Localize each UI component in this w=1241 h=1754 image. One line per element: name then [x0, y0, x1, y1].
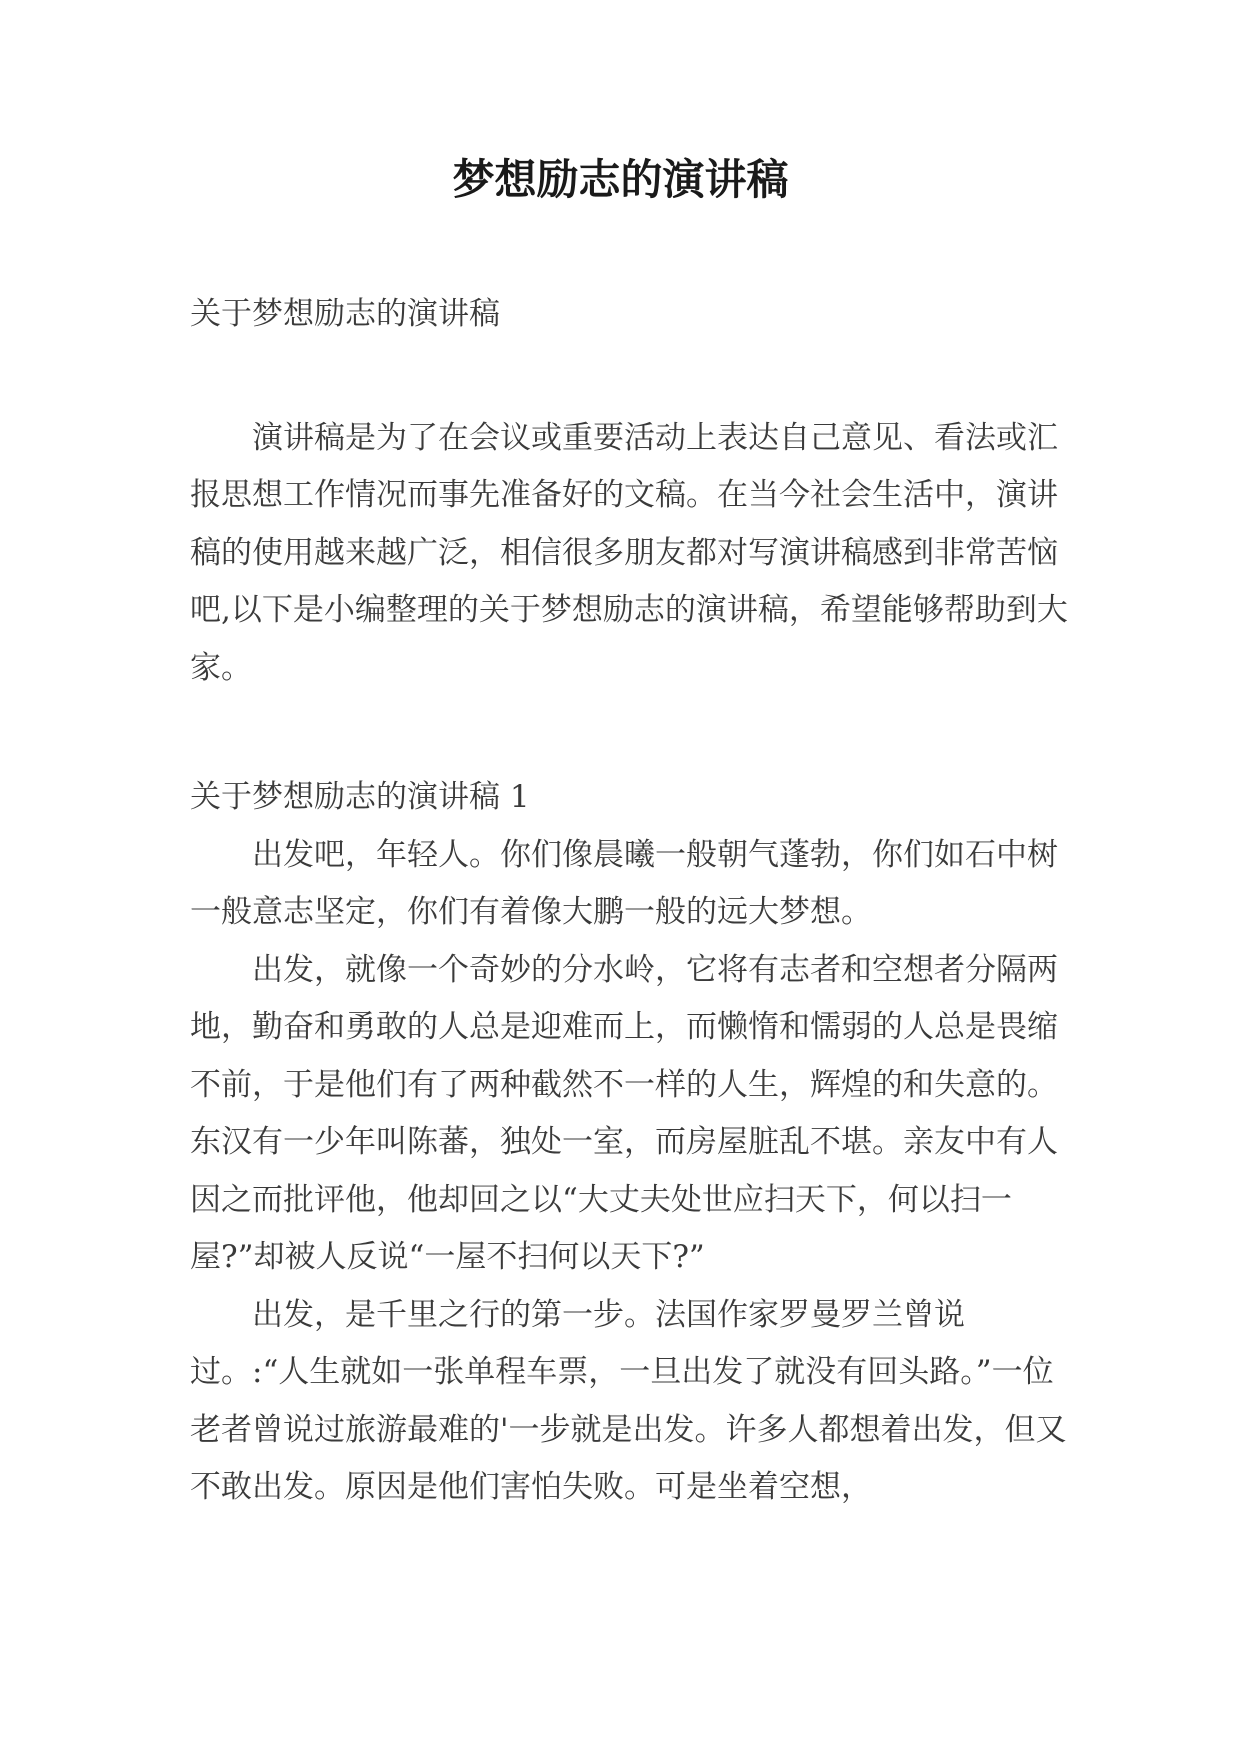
spacer: [190, 697, 1070, 769]
body-paragraph-1: 出发吧，年轻人。你们像晨曦一般朝气蓬勃，你们如石中树一般意志坚定，你们有着像大鹏一般的远大梦想。: [190, 836, 1058, 930]
document-body: [190, 286, 1070, 1517]
body-paragraph-2: 出发，就像一个奇妙的分水岭，它将有志者和空想者分隔两地，勤奋和勇敢的人总是迎难而上，而懒惰和懦弱的人总是畏缩不前，于是他们有了两种截然不一样的人生，辉煌的和失意的。东汉有一少年叫陈蕃，独处一室，而房屋脏乱不堪。亲友中有人因之而批评他，他却回之以“大丈夫处世应扫天下，何以扫一屋?”却被人反说“一屋不扫何以天下?”: [190, 951, 1058, 1275]
body-paragraph-3: 出发，是千里之行的第一步。法国作家罗曼罗兰曾说过。:“人生就如一张单程车票，一旦出发了就没有回头路。”一位老者曾说过旅游最难的'一步就是出发。许多人都想着出发，但又不敢出发。原因是他们害怕失败。可是坐着空想，: [190, 1296, 1067, 1505]
section-heading: 关于梦想励志的演讲稿 1: [190, 779, 530, 815]
spacer: [190, 344, 1070, 410]
document-subtitle: 关于梦想励志的演讲稿: [190, 296, 500, 332]
intro-paragraph: 演讲稿是为了在会议或重要活动上表达自己意见、看法或汇报思想工作情况而事先准备好的文稿。在当今社会生活中，演讲稿的使用越来越广泛，相信很多朋友都对写演讲稿感到非常苦恼吧,以下是小编整理的关于梦想励志的演讲稿，希望能够帮助到大家。: [190, 419, 1068, 686]
document-title: 梦想励志的演讲稿: [452, 155, 789, 204]
